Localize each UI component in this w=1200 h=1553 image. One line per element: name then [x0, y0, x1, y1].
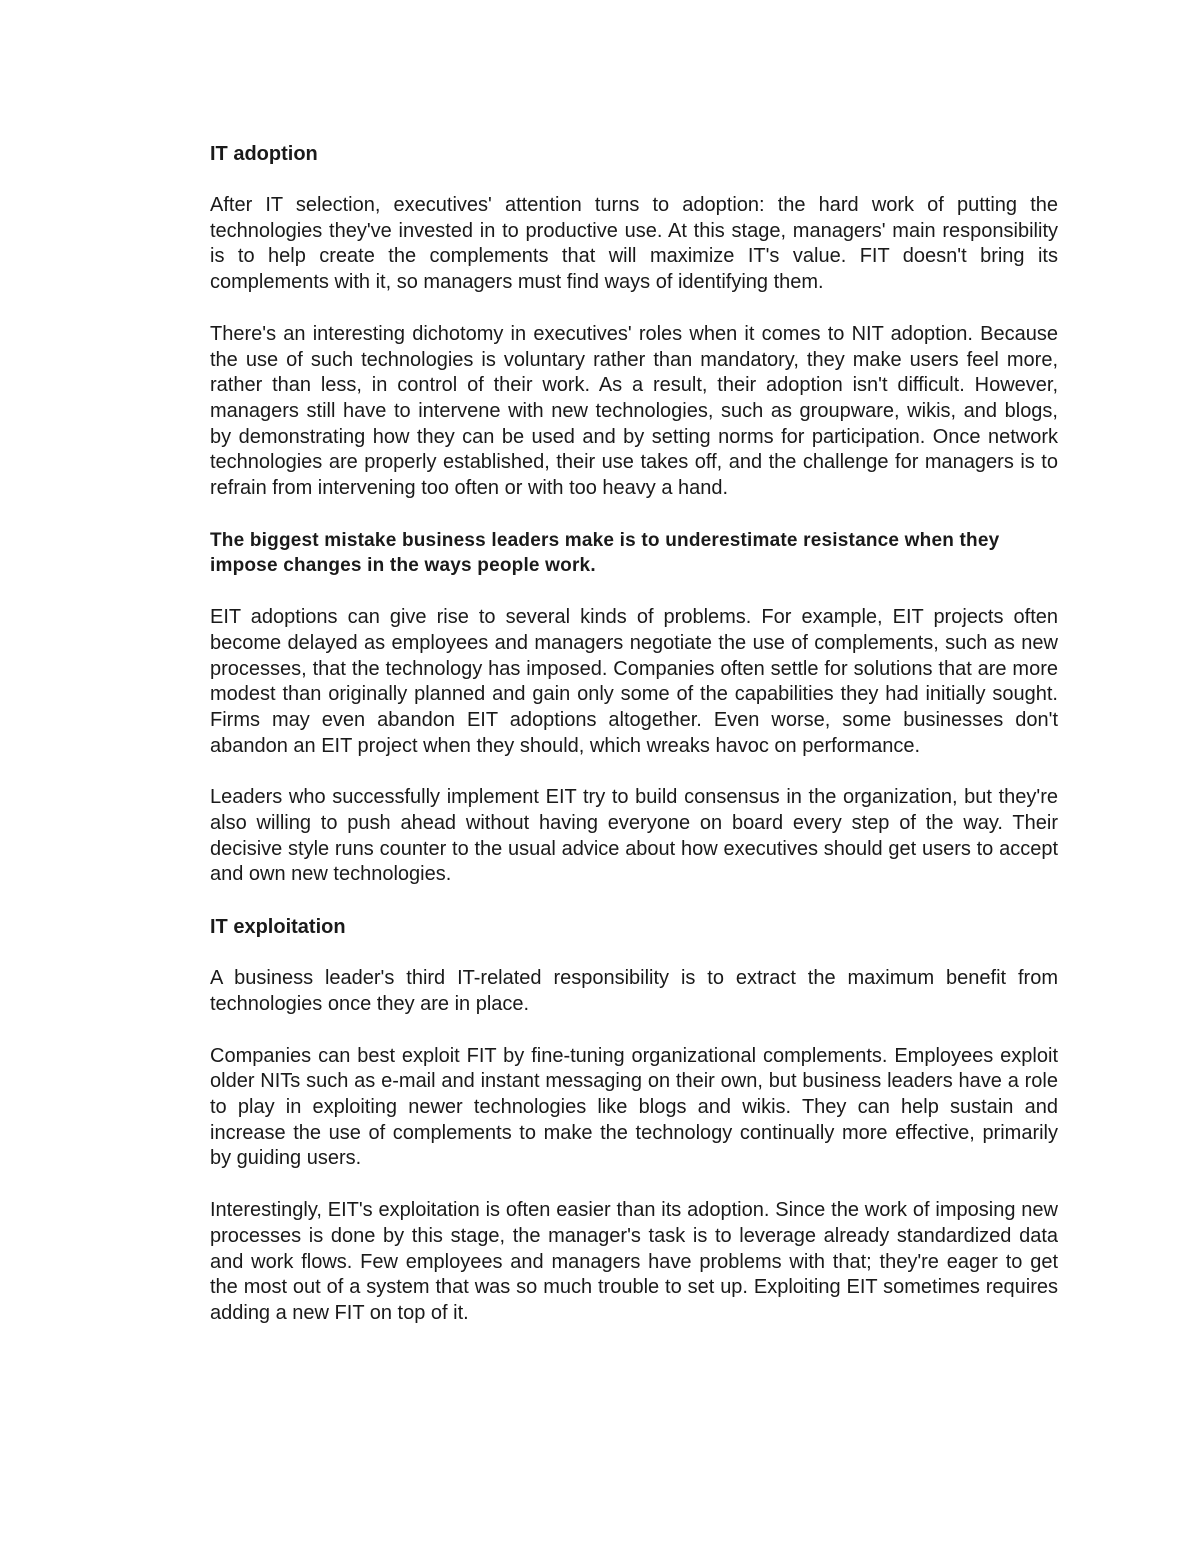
section-heading-it-adoption: IT adoption: [210, 143, 318, 165]
pull-quote: The biggest mistake business leaders make is to underestimate resistance when they impose changes in the ways people work.: [210, 529, 1000, 577]
paragraph: Companies can best exploit FIT by fine-tuning organizational complements. Employees exploit older NITs such as e-mail and instant messaging on their own, but business leaders have a role to play in exploiting newer technologies like blogs and wikis. They can help sustain and increase the use of complements to make the technology continually more effective, primarily by guiding users.: [210, 1044, 1058, 1170]
paragraph: There's an interesting dichotomy in executives' roles when it comes to NIT adoption. Because the use of such technologies is voluntary rather than mandatory, they make users feel more, rather than less, in control of their work. As a result, their adoption isn't difficult. However, managers still have to intervene with new technologies, such as groupware, wikis, and blogs, by demonstrating how they can be used and by setting norms for participation. Once network technologies are properly established, their use takes off, and the challenge for managers is to refrain from intervening too often or with too heavy a hand.: [210, 322, 1058, 500]
paragraph: Interestingly, EIT's exploitation is often easier than its adoption. Since the work of imposing new processes is done by this stage, the manager's task is to leverage already standardized data and work flows. Few employees and managers have problems with that; they're eager to get the most out of a system that was so much trouble to set up. Exploiting EIT sometimes requires adding a new FIT on top of it.: [210, 1199, 1058, 1324]
document-page: [210, 141, 1058, 1327]
paragraph: EIT adoptions can give rise to several kinds of problems. For example, EIT projects often become delayed as employees and managers negotiate the use of complements, such as new processes, that the technology has imposed. Companies often settle for solutions that are more modest than originally planned and gain only some of the capabilities they had initially sought. Firms may even abandon EIT adoptions altogether. Even worse, some businesses don't abandon an EIT project when they should, which wreaks havoc on performance.: [210, 606, 1058, 757]
section-heading-it-exploitation: IT exploitation: [210, 916, 346, 939]
paragraph: A business leader's third IT-related responsibility is to extract the maximum benefit from technologies once they are in place.: [210, 967, 1058, 1015]
paragraph: Leaders who successfully implement EIT try to build consensus in the organization, but they're also willing to push ahead without having everyone on board every step of the way. Their decisive style runs counter to the usual advice about how executives should get users to accept and own new technologies.: [210, 786, 1058, 886]
paragraph: After IT selection, executives' attention turns to adoption: the hard work of putting the technologies they've invested in to productive use. At this stage, managers' main responsibility is to help create the complements that will maximize IT's value. FIT doesn't bring its complements with it, so managers must find ways of identifying them.: [210, 194, 1058, 294]
